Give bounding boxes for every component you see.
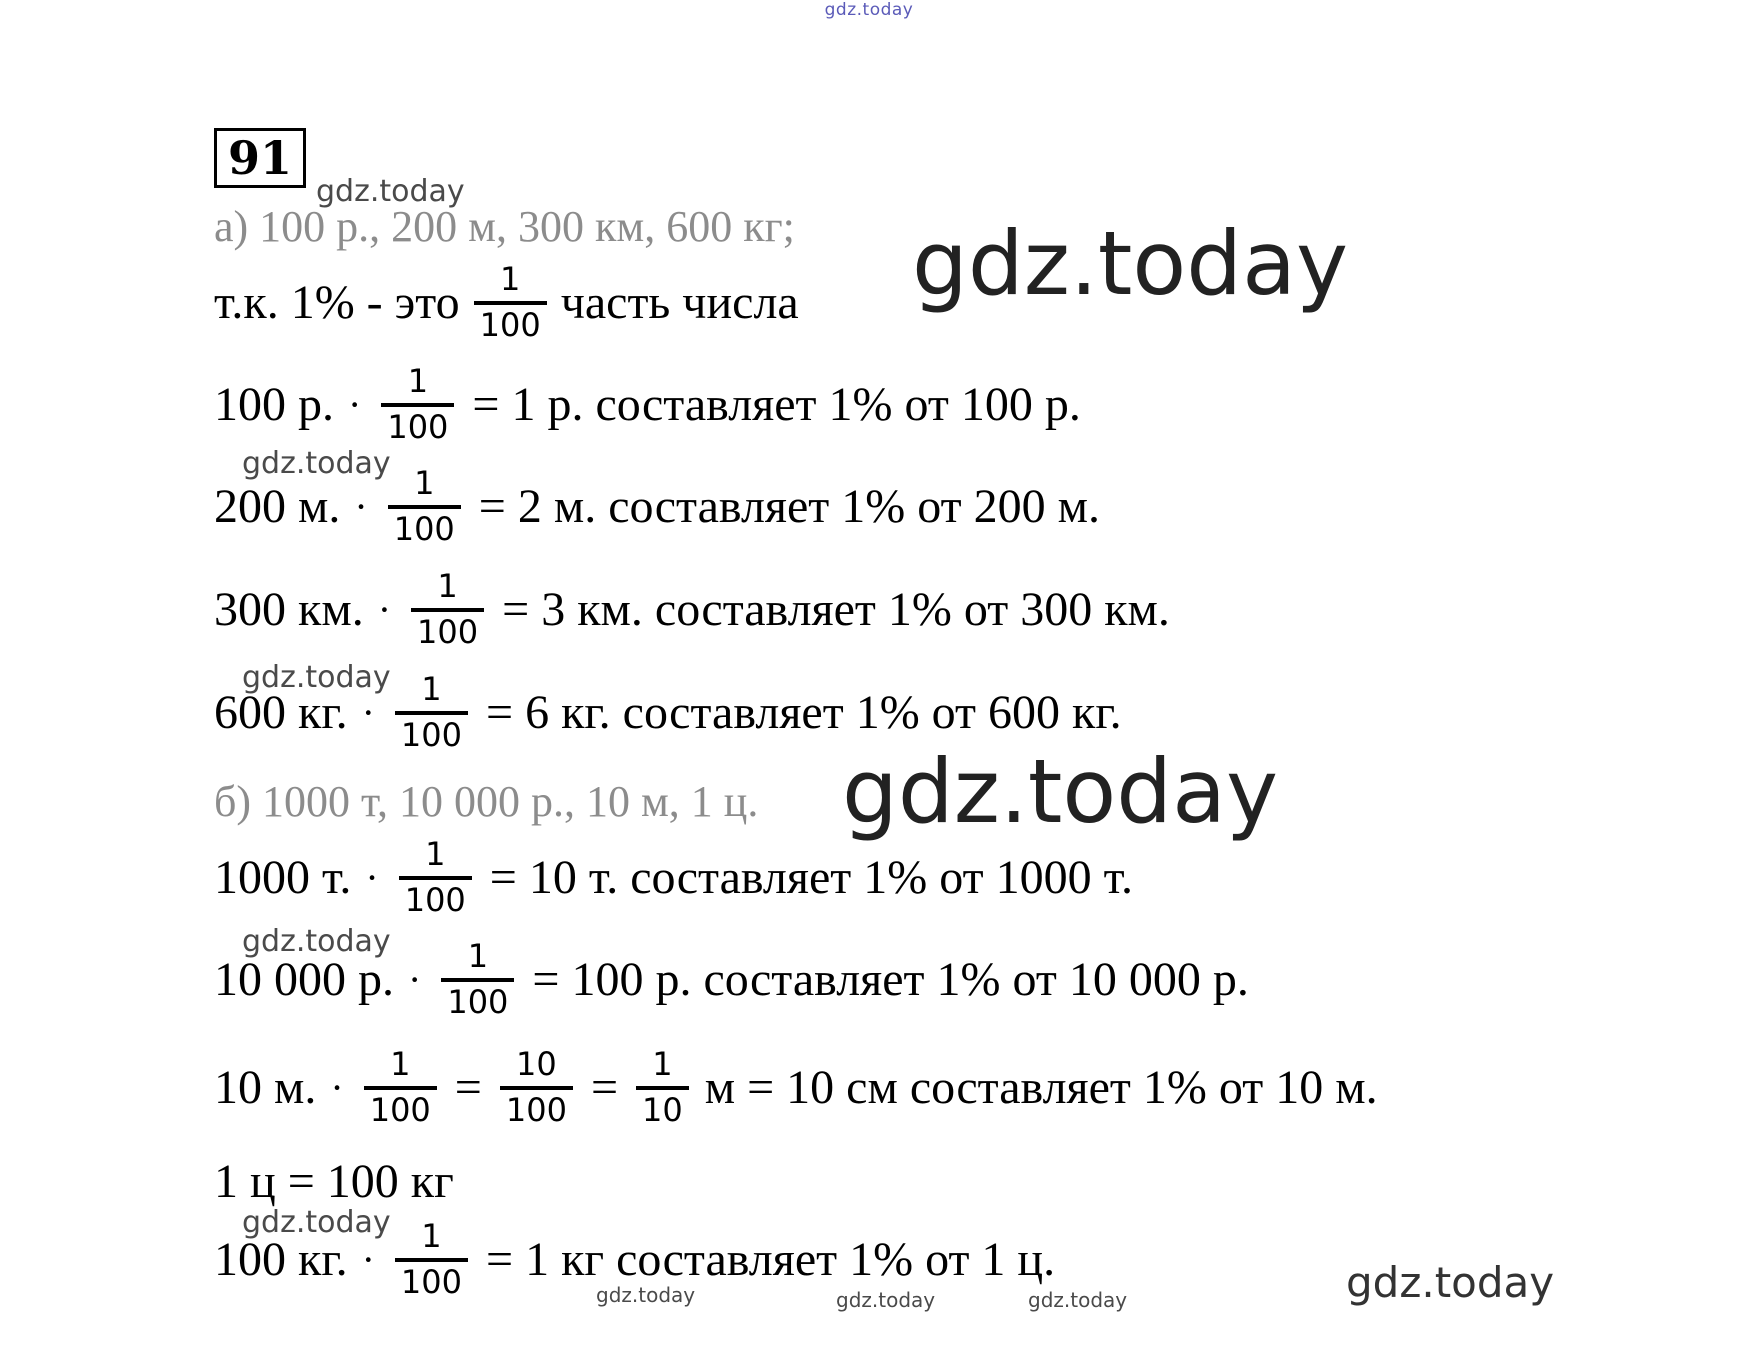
equals-sign: = [489, 850, 517, 904]
fraction-denominator: 100 [393, 509, 455, 548]
multiply-sign: · [361, 689, 375, 735]
equals-sign: = [502, 582, 530, 636]
equation-fraction [441, 937, 514, 1021]
watermark: gdz.today [596, 1283, 696, 1307]
top-watermark: gdz.today [824, 0, 914, 20]
equation-rhs: 100 р. составляет 1% от 10 000 р. [571, 952, 1249, 1006]
multiply-sign: · [408, 956, 422, 1002]
fraction-numerator: 1 [421, 670, 442, 708]
watermark: gdz.today [242, 446, 391, 481]
fraction-bar [381, 403, 454, 407]
watermark: gdz.today [316, 174, 465, 209]
note-fraction [474, 260, 547, 344]
watermark: gdz.today [1346, 1258, 1555, 1307]
fraction-numerator: 1 [421, 1217, 442, 1255]
fraction-numerator: 1 [390, 1045, 411, 1083]
multiply-sign: · [348, 381, 362, 427]
equation-lhs: 1000 т. [214, 850, 352, 904]
fraction-bar [395, 711, 468, 715]
equation-lhs: 200 м. [214, 479, 341, 533]
fraction-numerator: 1 [425, 835, 446, 873]
equation-lhs: 600 кг. [214, 685, 348, 739]
equals-sign: = [486, 1232, 514, 1286]
multiply-sign: · [365, 854, 379, 900]
fraction-bar [395, 1258, 468, 1262]
multiply-sign: · [377, 586, 392, 632]
equation-fraction [500, 1045, 573, 1129]
equation-fraction [381, 362, 454, 446]
equation-lhs: 300 км. [214, 582, 364, 636]
equation-row [214, 362, 1081, 446]
equals-sign: = [590, 1060, 619, 1114]
part-b-header-text: б) 1000 т, 10 000 р., 10 м, 1 ц. [214, 777, 759, 826]
fraction-denominator: 100 [479, 305, 541, 344]
fraction-denominator: 100 [447, 982, 509, 1021]
equation-rhs: 2 м. составляет 1% от 200 м. [517, 479, 1100, 533]
equation-rhs: 6 кг. составляет 1% от 600 кг. [525, 685, 1122, 739]
conversion-line [214, 1155, 454, 1208]
equation-fraction [364, 1045, 437, 1129]
equation-row [214, 567, 1170, 651]
fraction-denominator: 100 [417, 612, 479, 651]
part-a-note [214, 260, 799, 344]
equation-rhs: 1 р. составляет 1% от 100 р. [511, 377, 1081, 431]
task-number: 91 [227, 131, 292, 185]
part-a-header [214, 202, 795, 251]
equation-fraction [388, 464, 461, 548]
equation-rhs: 1 кг составляет 1% от 1 ц. [525, 1232, 1056, 1286]
equation-fraction [399, 835, 472, 919]
watermark: gdz.today [842, 740, 1279, 843]
fraction-bar [399, 876, 472, 880]
note-text-post: часть числа [560, 275, 799, 329]
equation-lhs: 10 000 р. [214, 952, 394, 1006]
watermark: gdz.today [242, 924, 391, 959]
fraction-bar [364, 1086, 437, 1090]
equation-rhs: м = 10 см составляет 1% от 10 м. [704, 1060, 1378, 1114]
fraction-bar [441, 978, 514, 982]
fraction-numerator: 1 [437, 567, 458, 605]
equation-row [214, 835, 1133, 919]
fraction-numerator: 1 [499, 260, 521, 298]
equals-sign: = [454, 1060, 482, 1114]
equation-fraction [636, 1045, 689, 1129]
multiply-sign: · [361, 1236, 375, 1282]
equation-fraction [395, 1217, 468, 1301]
fraction-bar [636, 1086, 689, 1090]
fraction-denominator: 10 [642, 1090, 683, 1129]
fraction-denominator: 100 [400, 1262, 462, 1301]
fraction-denominator: 100 [369, 1090, 431, 1129]
fraction-numerator: 1 [467, 937, 489, 975]
fraction-denominator: 100 [505, 1090, 567, 1129]
fraction-numerator: 1 [414, 464, 435, 502]
equals-sign: = [532, 952, 560, 1006]
part-a-header-text: а) 100 р., 200 м, 300 км, 600 кг; [214, 202, 795, 251]
fraction-bar [388, 505, 461, 509]
fraction-numerator: 10 [516, 1045, 557, 1083]
fraction-numerator: 1 [407, 362, 429, 400]
equation-rhs: 10 т. составляет 1% от 1000 т. [528, 850, 1133, 904]
watermark: gdz.today [912, 212, 1349, 315]
watermark: gdz.today [242, 1205, 391, 1240]
fraction-denominator: 100 [404, 880, 466, 919]
fraction-numerator: 1 [652, 1045, 673, 1083]
equation-lhs: 100 кг. [214, 1232, 348, 1286]
equation-fraction [411, 567, 484, 651]
equals-sign: = [472, 377, 500, 431]
part-b-header [214, 777, 759, 826]
equation-lhs: 10 м. [214, 1060, 317, 1114]
conversion-text: 1 ц = 100 кг [214, 1155, 454, 1208]
equation-row-meters [214, 1045, 1378, 1129]
fraction-denominator: 100 [387, 407, 449, 446]
note-text-pre: т.к. 1% - это [214, 275, 460, 329]
multiply-sign: · [330, 1064, 344, 1110]
fraction-bar [474, 301, 547, 305]
equals-sign: = [486, 685, 514, 739]
watermark: gdz.today [836, 1288, 936, 1312]
fraction-bar [411, 608, 484, 612]
fraction-bar [500, 1086, 573, 1090]
task-number-box [214, 128, 306, 188]
equation-fraction [395, 670, 468, 754]
watermark: gdz.today [242, 660, 391, 695]
equation-rhs: 3 км. составляет 1% от 300 км. [541, 582, 1170, 636]
multiply-sign: · [354, 483, 368, 529]
equation-lhs: 100 р. [214, 377, 334, 431]
equals-sign: = [478, 479, 506, 533]
watermark: gdz.today [1028, 1288, 1128, 1312]
fraction-denominator: 100 [400, 715, 462, 754]
